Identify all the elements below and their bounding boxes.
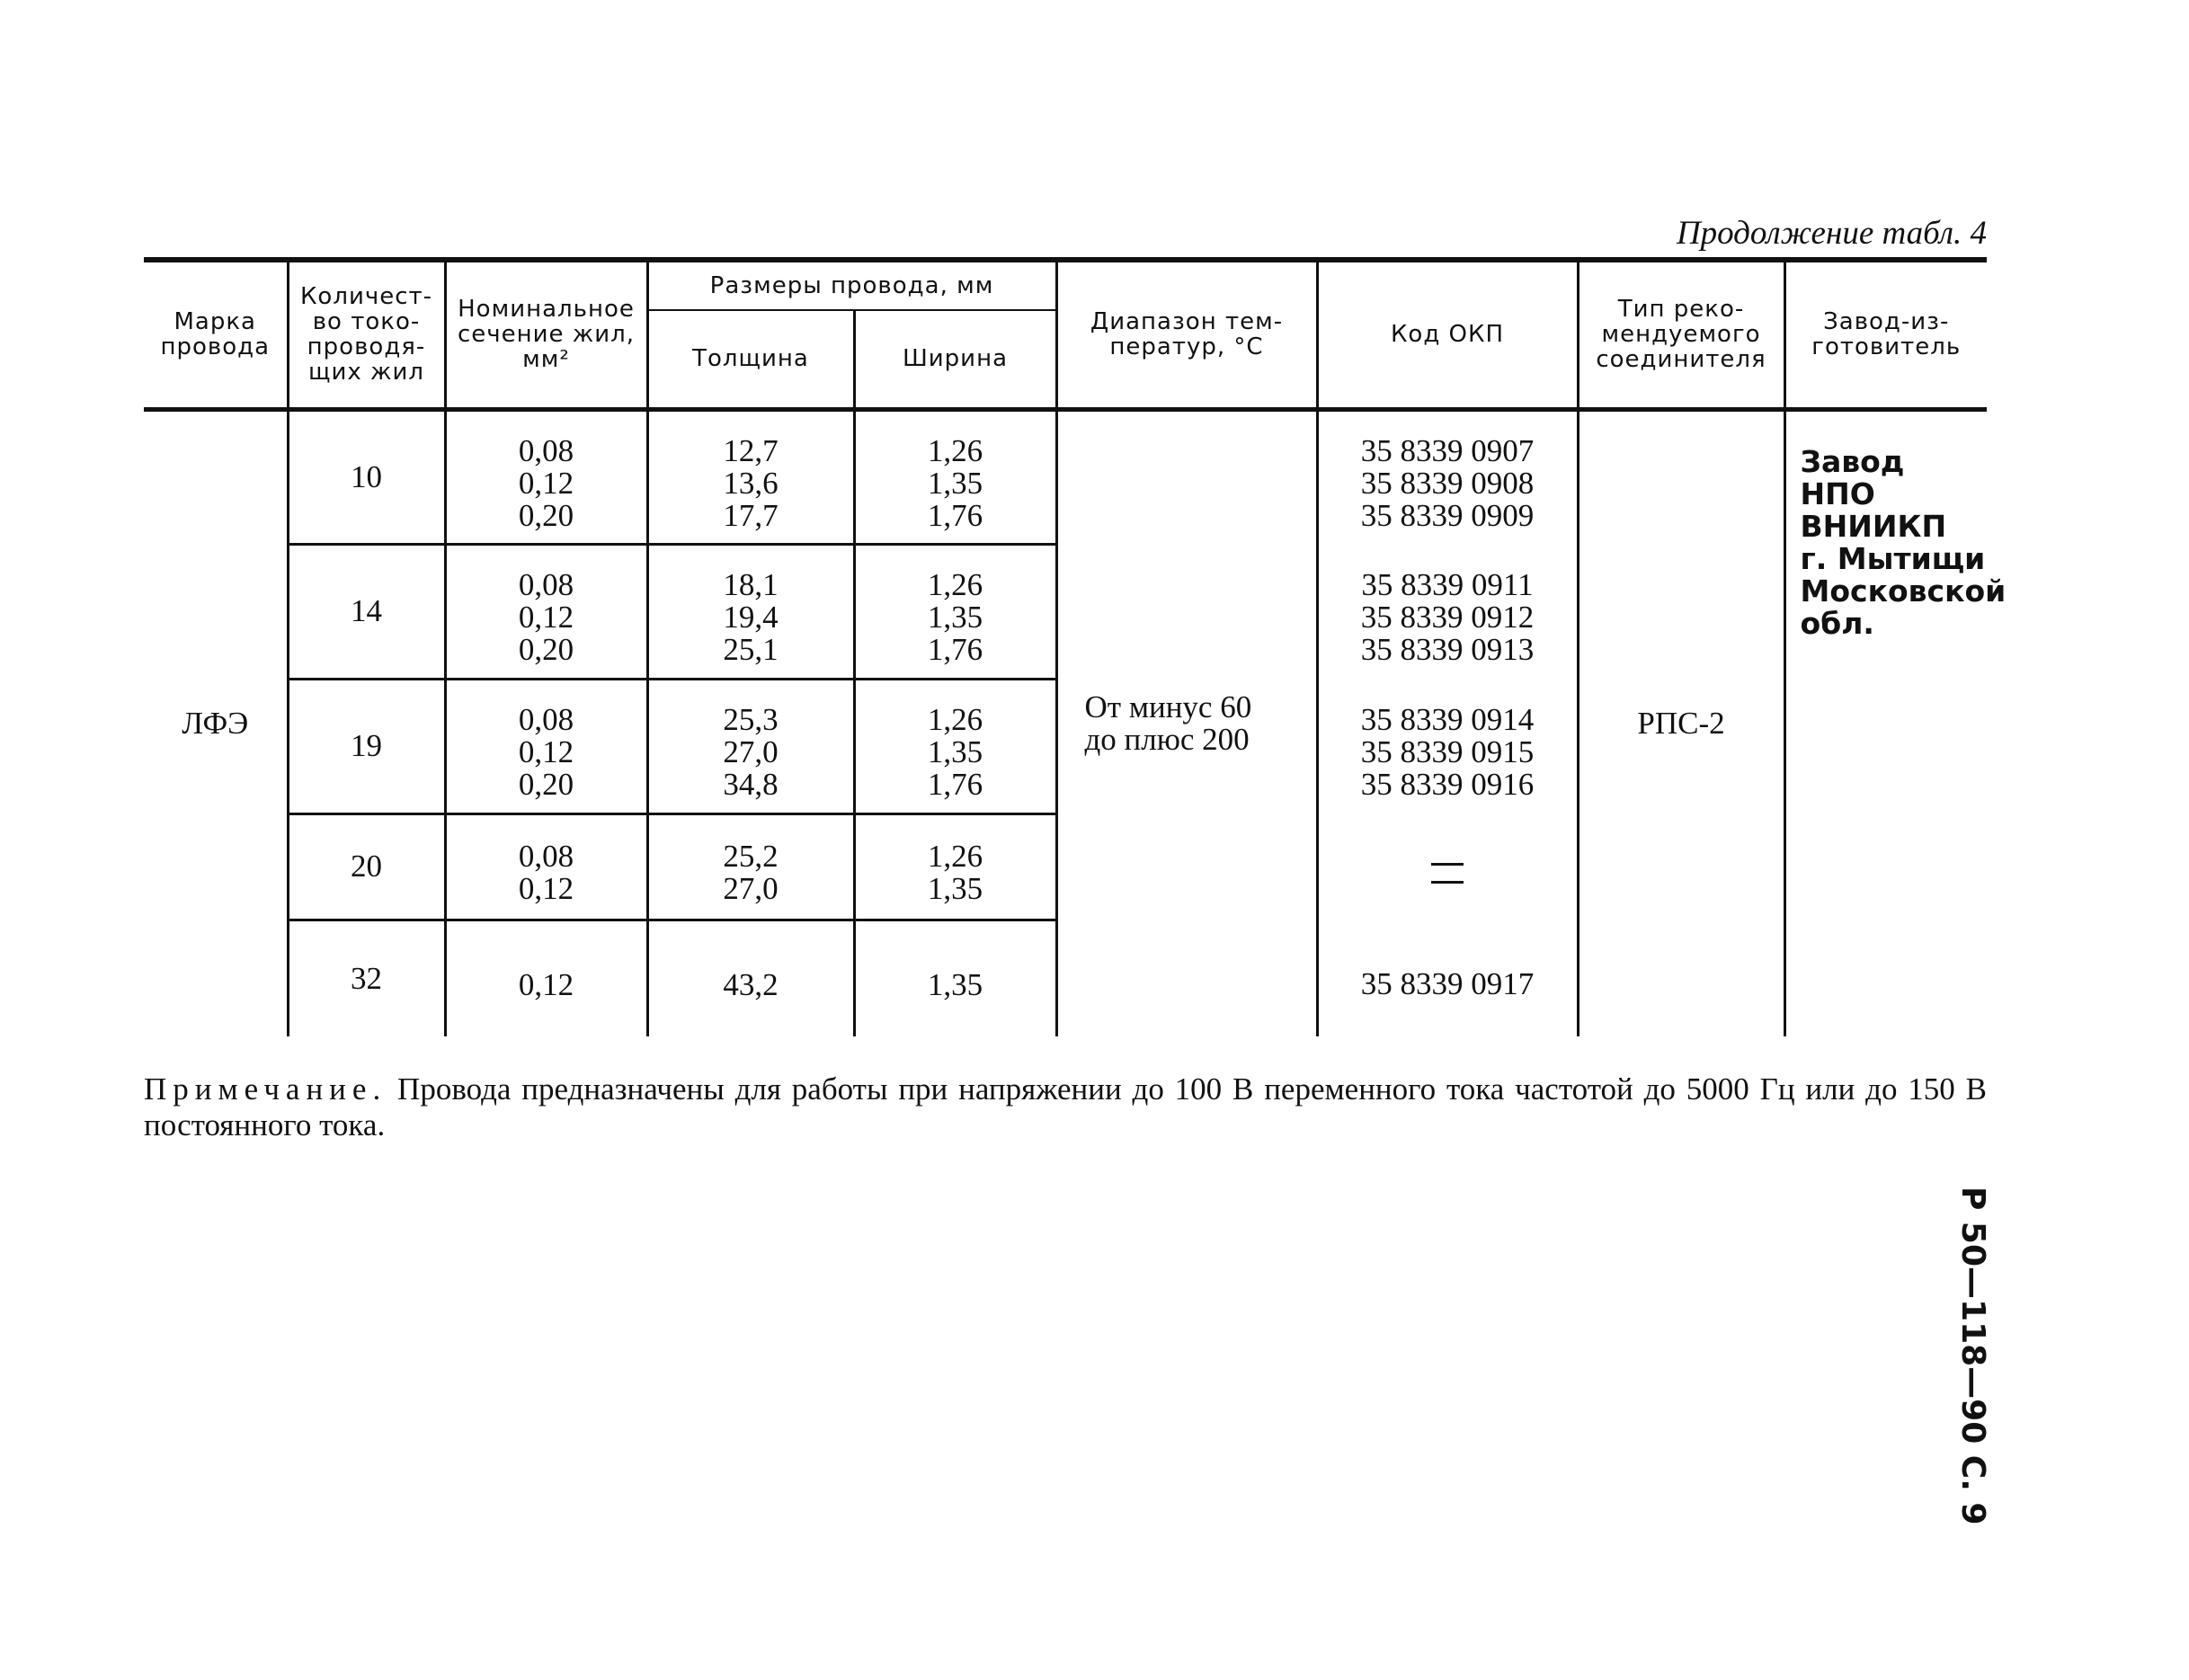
cell-width [854, 920, 1056, 1036]
cell-okp-value: 35 8339 0915 [1360, 734, 1535, 769]
cell-section-value: 0,12 [518, 871, 574, 906]
cell-okp-value: 35 8339 0917 [1360, 966, 1535, 1001]
cell-thickness-value: 34,8 [723, 767, 779, 802]
manufacturer-line: Московской [1800, 573, 2007, 609]
cell-section-value: 0,20 [518, 767, 574, 802]
cell-width-value: 1,26 [927, 702, 983, 737]
cell-section [445, 409, 647, 544]
manufacturer-line: ВНИИКП [1800, 508, 1947, 544]
cell-okp-value: 35 8339 0908 [1360, 466, 1535, 502]
cell-okp-value: 35 8339 0913 [1360, 632, 1535, 667]
cell-okp-value: 35 8339 0909 [1360, 498, 1535, 534]
cell-width-value: 1,26 [927, 432, 983, 468]
table-row [144, 409, 1987, 544]
header-temperature: Диапазон тем-ператур, °С [1056, 260, 1317, 409]
cell-okp [1317, 409, 1578, 544]
cell-thickness-value: 43,2 [723, 966, 779, 1002]
cell-section-value: 0,08 [518, 432, 574, 468]
cell-cores: 14 [288, 544, 445, 679]
cell-width-value: 1,35 [927, 600, 983, 635]
cell-width [854, 544, 1056, 679]
cell-section-value: 0,20 [518, 632, 574, 667]
header-manufacturer: Завод-из-готовитель [1784, 260, 1987, 409]
temperature-line: до плюс 200 [1084, 722, 1250, 758]
cell-cores: 19 [288, 679, 445, 813]
cell-thickness [647, 920, 854, 1036]
cell-width-value: 1,35 [927, 465, 983, 501]
manufacturer-line: г. Мытищи [1800, 540, 1986, 576]
cell-cores: 20 [288, 813, 445, 920]
manufacturer-line: обл. [1800, 605, 1874, 641]
cell-okp-value: 35 8339 0914 [1360, 702, 1535, 737]
cell-okp-value: 35 8339 0911 [1361, 567, 1534, 602]
header-width: Ширина [854, 310, 1056, 409]
cell-width-value: 1,26 [927, 839, 983, 874]
header-dimensions: Размеры провода, мм [647, 260, 1056, 310]
cell-section [445, 544, 647, 679]
cell-width-value: 1,35 [927, 871, 983, 906]
table-body [144, 409, 2007, 1036]
cell-okp-value: 35 8339 0912 [1360, 600, 1535, 635]
cell-section-value: 0,08 [518, 702, 574, 737]
cell-width-value: 1,76 [927, 497, 983, 533]
cell-connector: РПС-2 [1578, 409, 1784, 1036]
cell-thickness-value: 25,3 [723, 702, 779, 737]
cell-section-value: 0,08 [518, 567, 574, 602]
cell-okp-value: 35 8339 0907 [1360, 433, 1535, 469]
cell-manufacturer [1784, 409, 2007, 1036]
cell-thickness [647, 409, 854, 544]
cell-okp-value: 35 8339 0916 [1360, 767, 1535, 802]
cell-section-value: 0,20 [518, 497, 574, 533]
note-label: Примечание. [144, 1071, 387, 1107]
cell-width-value: 1,35 [927, 966, 983, 1002]
cell-thickness-value: 25,2 [723, 839, 779, 874]
cell-thickness [647, 544, 854, 679]
dash-mark [1431, 863, 1464, 866]
cell-thickness [647, 813, 854, 920]
cell-section-value: 0,12 [518, 600, 574, 635]
cell-okp [1317, 813, 1578, 920]
cell-section [445, 920, 647, 1036]
table-note [144, 1071, 1987, 1143]
cell-section-value: 0,12 [518, 966, 574, 1002]
cell-thickness-value: 19,4 [723, 600, 779, 635]
cell-width [854, 679, 1056, 813]
cell-thickness-value: 18,1 [723, 567, 779, 602]
page-designation: Р 50—118—90 С. 9 [1954, 1187, 1991, 1525]
manufacturer-line: Завод НПО [1800, 443, 1905, 511]
cell-thickness-value: 12,7 [723, 432, 779, 468]
cell-thickness-value: 27,0 [723, 871, 779, 906]
cell-section-value: 0,12 [518, 734, 574, 769]
header-section: Номинальное сечение жил, мм² [445, 260, 647, 409]
temperature-line: От минус 60 [1084, 689, 1252, 725]
cell-okp [1317, 679, 1578, 813]
cell-width [854, 409, 1056, 544]
cell-width-value: 1,26 [927, 567, 983, 602]
cell-width-value: 1,76 [927, 632, 983, 667]
cell-temperature [1056, 409, 1317, 1036]
cell-cores: 10 [288, 409, 445, 544]
cell-okp [1317, 920, 1578, 1036]
cell-thickness [647, 679, 854, 813]
header-brand: Марка провода [144, 260, 288, 409]
cell-section [445, 679, 647, 813]
cell-brand: ЛФЭ [144, 409, 288, 1036]
cell-width-value: 1,35 [927, 734, 983, 769]
cell-thickness-value: 13,6 [723, 465, 779, 501]
header-connector: Тип реко-мендуемого соединителя [1578, 260, 1784, 409]
header-okp-code: Код ОКП [1317, 260, 1578, 409]
note-text: Провода предназначены для работы при напряжении до 100 В переменного тока частотой до 5000 Гц или до 150 В постоянного тока. [144, 1071, 1987, 1142]
wire-table [144, 257, 2007, 1036]
cell-thickness-value: 17,7 [723, 497, 779, 533]
cell-section-value: 0,12 [518, 465, 574, 501]
header-thickness: Толщина [647, 310, 854, 409]
cell-thickness-value: 25,1 [723, 632, 779, 667]
cell-width-value: 1,76 [927, 767, 983, 802]
dash-mark [1431, 881, 1464, 884]
table-caption: Продолжение табл. 4 [1676, 215, 1987, 252]
cell-section [445, 813, 647, 920]
cell-cores: 32 [288, 920, 445, 1036]
cell-section-value: 0,08 [518, 839, 574, 874]
header-cores: Количест-во токо-проводя-щих жил [288, 260, 445, 409]
table-header [144, 260, 1987, 409]
cell-thickness-value: 27,0 [723, 734, 779, 769]
cell-okp [1317, 544, 1578, 679]
cell-width [854, 813, 1056, 920]
